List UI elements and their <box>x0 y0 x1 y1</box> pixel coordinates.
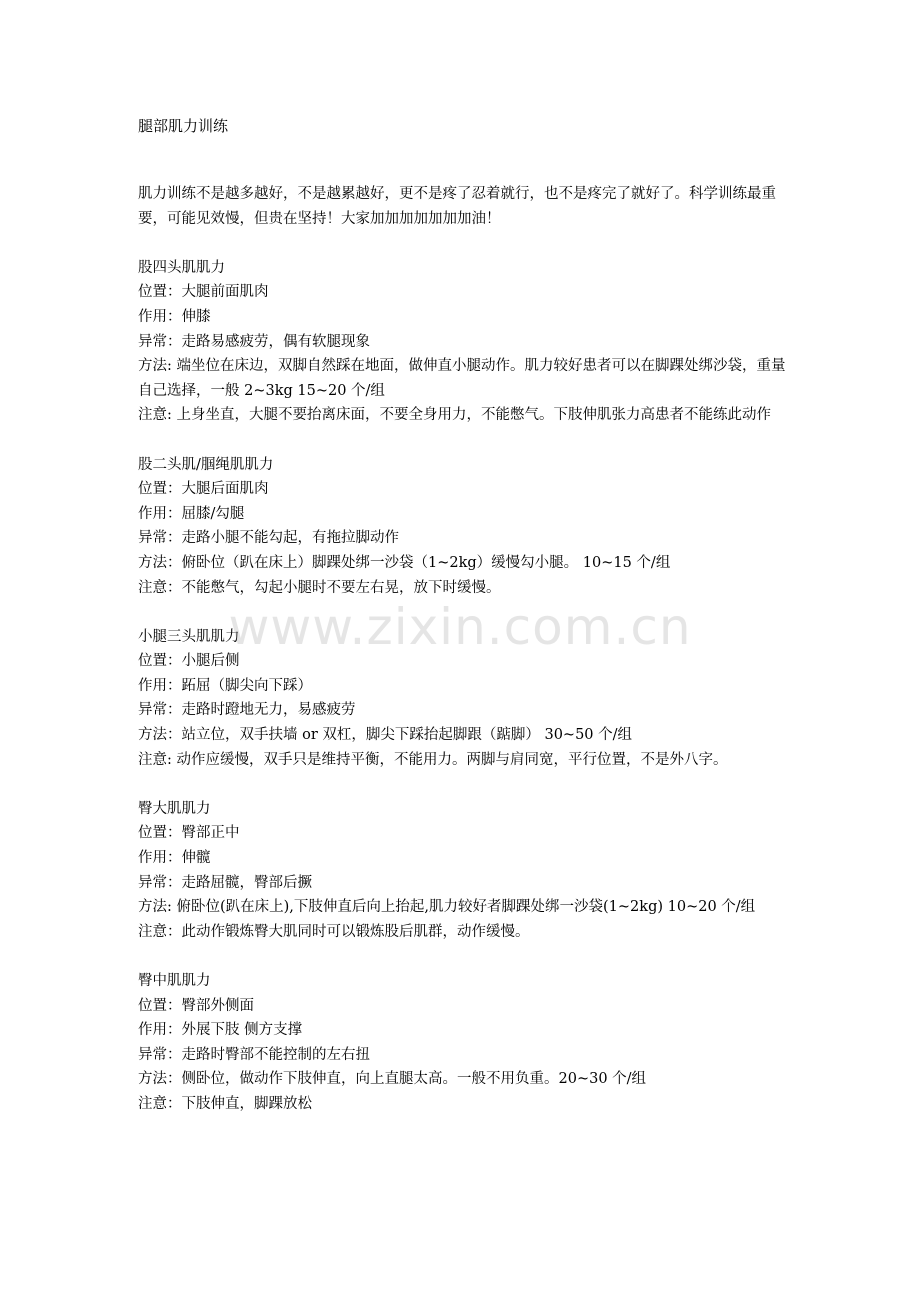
section-line: 作用：伸髋 <box>138 850 211 867</box>
section-line: 作用：外展下肢 侧方支撑 <box>138 1022 303 1039</box>
watermark: www.zixin.com.cn <box>228 598 692 656</box>
section-line: 异常：走路时蹬地无力，易感疲劳 <box>138 702 356 719</box>
section-line: 位置：大腿后面肌肉 <box>138 481 269 498</box>
section-gluteus-maximus <box>138 797 788 945</box>
section-line: 位置：臀部正中 <box>138 825 240 842</box>
section-title: 小腿三头肌肌力 <box>138 628 240 645</box>
section-line: 作用：伸膝 <box>138 308 211 325</box>
intro-paragraph: 肌力训练不是越多越好，不是越累越好，更不是疼了忍着就行，也不是疼完了就好了。科学训练最重要，可能见效慢，但贵在坚持！大家加加加加加加加油！ <box>138 186 776 227</box>
section-line: 注意：下肢伸直，脚踝放松 <box>138 1095 312 1112</box>
section-title: 臀中肌肌力 <box>138 973 211 989</box>
section-line: 方法: 俯卧位(趴在床上),下肢伸直后向上抬起,肌力较好者脚踝处绑一沙袋(1~2kg) 10~20 个/组 <box>138 899 756 916</box>
section-line: 方法: 端坐位在床边，双脚自然踩在地面，做伸直小腿动作。肌力较好患者可以在脚踝处绑沙袋，重量自己选择，一般 2~3kg 15~20 个/组 <box>138 358 786 399</box>
section-gluteus-medius <box>138 969 788 1117</box>
section-line: 异常：走路小腿不能勾起，有拖拉脚动作 <box>138 530 399 547</box>
section-line: 方法：俯卧位（趴在床上）脚踝处绑一沙袋（1~2kg）缓慢勾小腿。 10~15 个/组 <box>138 554 671 571</box>
section-line: 注意：不能憋气，勾起小腿时不要左右晃，放下时缓慢。 <box>138 579 501 596</box>
section-title: 臀大肌肌力 <box>138 800 211 817</box>
section-line: 位置：小腿后侧 <box>138 653 240 670</box>
section-line: 位置：臀部外侧面 <box>138 997 254 1014</box>
section-line: 异常：走路时臀部不能控制的左右扭 <box>138 1046 370 1063</box>
section-line: 注意: 上身坐直，大腿不要抬离床面，不要全身用力，不能憋气。下肢伸肌张力高患者不能练此动作 <box>138 407 771 424</box>
section-hamstrings <box>138 453 788 601</box>
section-line: 作用：跖屈（脚尖向下踩） <box>138 677 312 694</box>
section-line: 异常：走路屈髋，臀部后撅 <box>138 874 312 891</box>
section-line: 位置：大腿前面肌肉 <box>138 284 269 301</box>
section-quadriceps <box>138 256 788 428</box>
section-line: 方法：站立位，双手扶墙 or 双杠，脚尖下踩抬起脚跟（踮脚） 30~50 个/组 <box>138 727 633 744</box>
document-title: 腿部肌力训练 <box>138 117 229 135</box>
section-line: 异常：走路易感疲劳，偶有软腿现象 <box>138 333 370 350</box>
section-line: 方法：侧卧位，做动作下肢伸直，向上直腿太高。一般不用负重。20~30 个/组 <box>138 1071 647 1088</box>
section-line: 作用：屈膝/勾腿 <box>138 505 245 522</box>
section-line: 注意：此动作锻炼臀大肌同时可以锻炼股后肌群，动作缓慢。 <box>138 923 530 940</box>
section-triceps-surae <box>138 625 788 773</box>
section-title: 股二头肌/腘绳肌肌力 <box>138 456 274 473</box>
document-body <box>138 182 788 1141</box>
section-line: 注意: 动作应缓慢，双手只是维持平衡，不能用力。两脚与肩同宽，平行位置，不是外八字。 <box>138 751 728 768</box>
section-title: 股四头肌肌力 <box>138 259 225 276</box>
